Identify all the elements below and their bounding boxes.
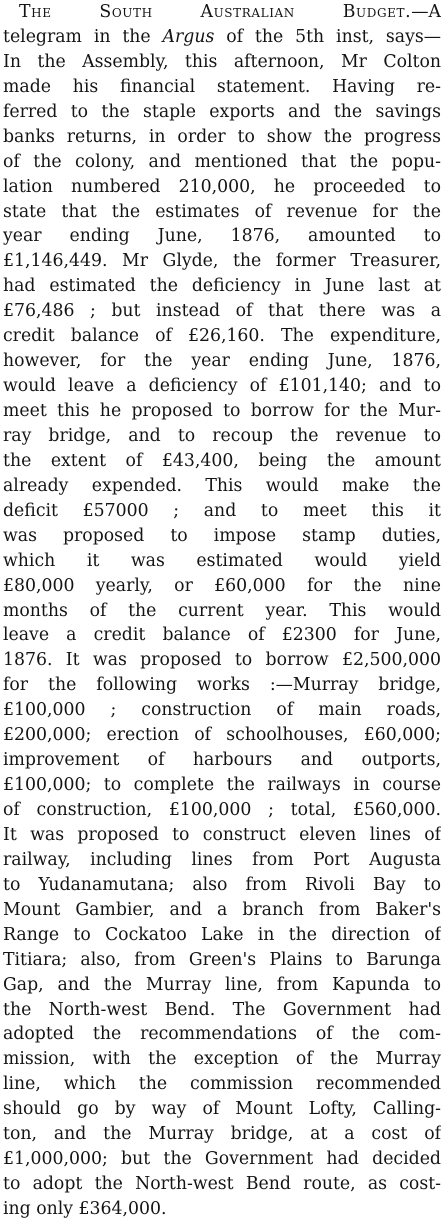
article-text: of the 5th inst, says— bbox=[214, 26, 441, 47]
article-line: £1,000,000; but the Government had decided bbox=[3, 1149, 441, 1170]
article-line: to Yudanamutana; also from Rivoli Bay to bbox=[3, 874, 441, 895]
article-line: to adopt the North-west Bend route, as cost- bbox=[3, 1174, 441, 1195]
article-text: —A bbox=[411, 2, 441, 22]
article-line: £76,486 ; but instead of that there was a bbox=[3, 301, 441, 322]
article-line: £100,000; to complete the railways in course bbox=[3, 775, 441, 796]
newspaper-clipping bbox=[3, 0, 441, 1219]
article-line: was proposed to impose stamp duties, bbox=[3, 525, 441, 546]
article-line: had estimated the deficiency in June last at bbox=[3, 276, 441, 297]
article-line: £100,000 ; construction of main roads, bbox=[3, 700, 441, 721]
article-line: In the Assembly, this afternoon, Mr Colton bbox=[3, 51, 441, 72]
article-line: of construction, £100,000 ; total, £560,000. bbox=[3, 800, 441, 820]
newspaper-name: Argus bbox=[162, 26, 215, 47]
article-line: leave a credit balance of £2300 for June, bbox=[3, 625, 441, 646]
article-line: lation numbered 210,000, he proceeded to bbox=[3, 176, 441, 197]
article-line: of the colony, and mentioned that the popu- bbox=[3, 151, 441, 172]
article-line: should go by way of Mount Lofty, Calling- bbox=[3, 1099, 441, 1120]
article-line: however, for the year ending June, 1876, bbox=[3, 351, 441, 372]
article-line: It was proposed to construct eleven lines of bbox=[3, 824, 441, 845]
article-line bbox=[3, 25, 441, 50]
article-line: Gap, and the Murray line, from Kapunda to bbox=[3, 974, 441, 995]
article-line: Titiara; also, from Green's Plains to Barunga bbox=[3, 949, 441, 970]
article-line: ing only £364,000. bbox=[3, 1199, 167, 1219]
article-line: Range to Cockatoo Lake in the direction of bbox=[3, 924, 441, 945]
article-line: £1,146,449. Mr Glyde, the former Treasurer, bbox=[3, 251, 441, 272]
article-headline: The South Australian Budget. bbox=[19, 2, 412, 22]
article-line: ray bridge, and to recoup the revenue to bbox=[3, 425, 441, 446]
article-line: adopted the recommendations of the com- bbox=[3, 1024, 441, 1045]
article-line: line, which the commission recommended bbox=[3, 1074, 441, 1095]
article-line bbox=[3, 0, 441, 25]
article-line: railway, including lines from Port Augusta bbox=[3, 849, 441, 870]
article-line: the North-west Bend. The Government had bbox=[3, 999, 441, 1020]
article-line: ferred to the staple exports and the savings bbox=[3, 101, 441, 122]
article-line: £200,000; erection of schoolhouses, £60,000; bbox=[3, 725, 441, 746]
article-body bbox=[3, 0, 441, 1222]
article-line: for the following works :—Murray bridge, bbox=[3, 675, 441, 696]
article-line: meet this he proposed to borrow for the Mur- bbox=[3, 401, 441, 421]
article-line: Mount Gambier, and a branch from Baker's bbox=[3, 899, 441, 920]
article-line: state that the estimates of revenue for the bbox=[3, 201, 441, 222]
article-line: mission, with the exception of the Murray bbox=[3, 1049, 441, 1070]
article-line: which it was estimated would yield bbox=[3, 550, 441, 571]
article-line: credit balance of £26,160. The expenditure, bbox=[3, 326, 441, 347]
article-line: deficit £57000 ; and to meet this it bbox=[3, 500, 441, 521]
article-line: banks returns, in order to show the progress bbox=[3, 126, 441, 147]
article-line: the extent of £43,400, being the amount bbox=[3, 450, 441, 471]
article-line: made his financial statement. Having re- bbox=[3, 76, 441, 97]
article-line: would leave a deficiency of £101,140; and to bbox=[3, 376, 441, 397]
article-line: £80,000 yearly, or £60,000 for the nine bbox=[3, 575, 441, 596]
article-line: months of the current year. This would bbox=[3, 600, 441, 621]
article-line: improvement of harbours and outports, bbox=[3, 750, 441, 771]
article-line: year ending June, 1876, amounted to bbox=[3, 226, 441, 247]
article-line: 1876. It was proposed to borrow £2,500,000 bbox=[3, 650, 441, 671]
article-line: already expended. This would make the bbox=[3, 475, 441, 496]
article-text: telegram in the bbox=[3, 26, 163, 47]
article-line: ton, and the Murray bridge, at a cost of bbox=[3, 1124, 441, 1145]
